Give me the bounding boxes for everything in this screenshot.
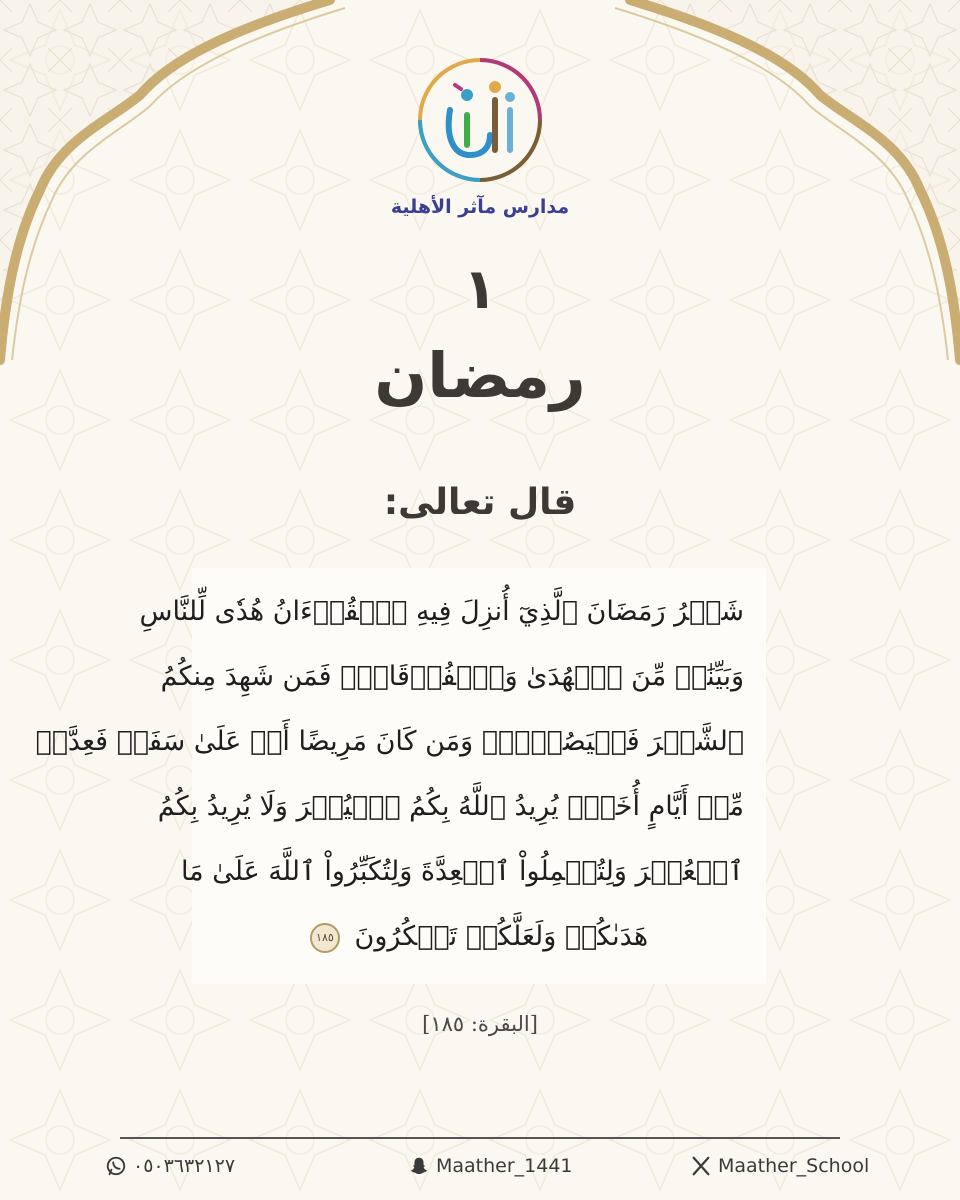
footer-divider <box>120 1137 840 1139</box>
snapchat-icon <box>408 1155 430 1177</box>
footer-whatsapp[interactable] <box>105 1152 235 1180</box>
month-title: رمضان <box>374 339 586 412</box>
verse-reference: [البقرة: ١٨٥] <box>422 1012 538 1036</box>
day-number: ١ <box>462 257 498 322</box>
snapchat-handle: Maather_1441 <box>436 1155 573 1177</box>
verse-line: ٱلۡعُسۡرَ وَلِتُكۡمِلُواْ ٱلۡعِدَّةَ وَلِتُكَبِّرُواْ ٱللَّهَ عَلَىٰ مَا <box>180 856 744 887</box>
whatsapp-number: ٠٥٠٣٦٣٢١٢٧ <box>133 1155 236 1177</box>
footer-x[interactable] <box>690 1152 869 1180</box>
school-name: مدارس مآثر الأهلية <box>390 196 570 218</box>
whatsapp-icon <box>105 1155 127 1177</box>
verse-line: شَهۡرُ رَمَضَانَ ٱلَّذِيٓ أُنزِلَ فِيهِ ٱلۡقُرۡءَانُ هُدٗى لِّلنَّاسِ <box>139 596 744 627</box>
verse-line: وَبَيِّنَٰتٖ مِّنَ ٱلۡهُدَىٰ وَٱلۡفُرۡقَانِۚ فَمَن شَهِدَ مِنكُمُ <box>160 661 744 692</box>
verse-line: ٱلشَّهۡرَ فَلۡيَصُمۡهُۖ وَمَن كَانَ مَرِيضًا أَوۡ عَلَىٰ سَفَرٖ فَعِدَّةٞ <box>35 726 744 757</box>
school-logo <box>415 55 545 185</box>
verse-box <box>35 568 766 984</box>
x-logo-icon <box>690 1155 712 1177</box>
intro-heading: قال تعالى: <box>383 482 577 523</box>
x-handle: Maather_School <box>718 1155 870 1177</box>
ayah-number-marker: ١٨٥ <box>310 923 340 953</box>
verse-line: مِّنۡ أَيَّامٍ أُخَرَۗ يُرِيدُ ٱللَّهُ بِكُمُ ٱلۡيُسۡرَ وَلَا يُرِيدُ بِكُمُ <box>157 791 744 822</box>
footer-snapchat[interactable] <box>408 1152 573 1180</box>
verse-line: هَدَىٰكُمۡ وَلَعَلَّكُمۡ تَشۡكُرُونَ <box>354 921 649 952</box>
verse-last-line <box>214 921 744 953</box>
